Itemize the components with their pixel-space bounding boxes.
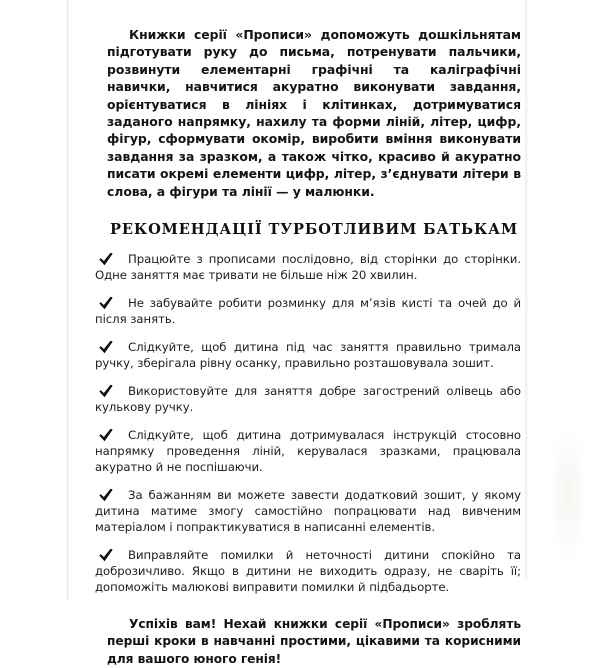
- scan-smudge: [548, 420, 588, 570]
- list-item-text: Не забувайте робити розминку для м’язів кисті та очей до й після занять.: [95, 295, 521, 327]
- check-mark-icon: [98, 252, 114, 267]
- list-item: [95, 487, 521, 536]
- check-mark-icon: [98, 296, 114, 311]
- page-gutter-seam: [66, 0, 69, 600]
- list-item-text: Слідкуйте, щоб дитина під час заняття правильно тримала ручку, зберігала рівну осанку, правильно розташовувала зошит.: [95, 339, 521, 371]
- list-item-text: Працюйте з прописами послідовно, від сторінки до сторінки. Одне заняття має тривати не більше ніж 20 хвилин.: [95, 252, 521, 283]
- list-item: [95, 547, 521, 596]
- section-heading: РЕКОМЕНДАЦІЇ ТУРБОТЛИВИМ БАТЬКАМ: [110, 221, 518, 239]
- list-item-text: Виправляйте помилки й неточності дитини спокійно та доброзичливо. Якщо в дитини не виходить одразу, не сваріть її; допоможіть малюкові виправити помилки й підбадьорте.: [95, 547, 521, 595]
- check-mark-icon: [98, 340, 114, 355]
- closing-paragraph: Успіхів вам! Нехай книжки серії «Прописи» зроблять перші кроки в навчанні простими, цікавими та корисними для вашого юного генія!: [107, 616, 521, 666]
- list-item-text: Слідкуйте, щоб дитина дотримувалася інструкцій стосовно напрямку проведення ліній, керувалася зразками, працювала акуратно й не поспішаючи.: [95, 427, 521, 475]
- intro-paragraph: Книжки серії «Прописи» допоможуть дошкільнятам підготувати руку до письма, потренувати пальчики, розвинути елементарні графічні та каліграфічні навички, навчитися акуратно виконувати завдання, орієнтуватися в лініях і клітинках, дотримуватися заданого напрямку, нахилу та форми ліній, літер, цифр, фігур, сформувати окомір, виробити вміння виконувати завдання за зразком, а також чітко, красиво й акуратно писати окремі елементи цифр, літер, з’єднувати літери в слова, а фігури та лінії — у малюнки.: [107, 27, 521, 199]
- list-item: [95, 427, 521, 476]
- list-item-text: За бажанням ви можете завести додатковий зошит, у якому дитина матиме змогу самостійно попрацювати над вивченим матеріалом і попрактикуватися в написанні елементів.: [95, 487, 521, 535]
- list-item: [95, 339, 521, 371]
- list-item-text: Використовуйте для заняття добре загострений олівець або кулькову ручку.: [95, 383, 521, 414]
- recommendations-list: [95, 251, 521, 595]
- page-content: [95, 26, 521, 668]
- check-mark-icon: [98, 384, 114, 399]
- list-item: [95, 295, 521, 327]
- list-item: [95, 383, 521, 415]
- page-right-edge-seam: [524, 0, 528, 578]
- page-gutter-margin: [0, 0, 66, 600]
- check-mark-icon: [98, 488, 114, 503]
- list-item: [95, 251, 521, 283]
- check-mark-icon: [98, 548, 114, 563]
- check-mark-icon: [98, 428, 114, 443]
